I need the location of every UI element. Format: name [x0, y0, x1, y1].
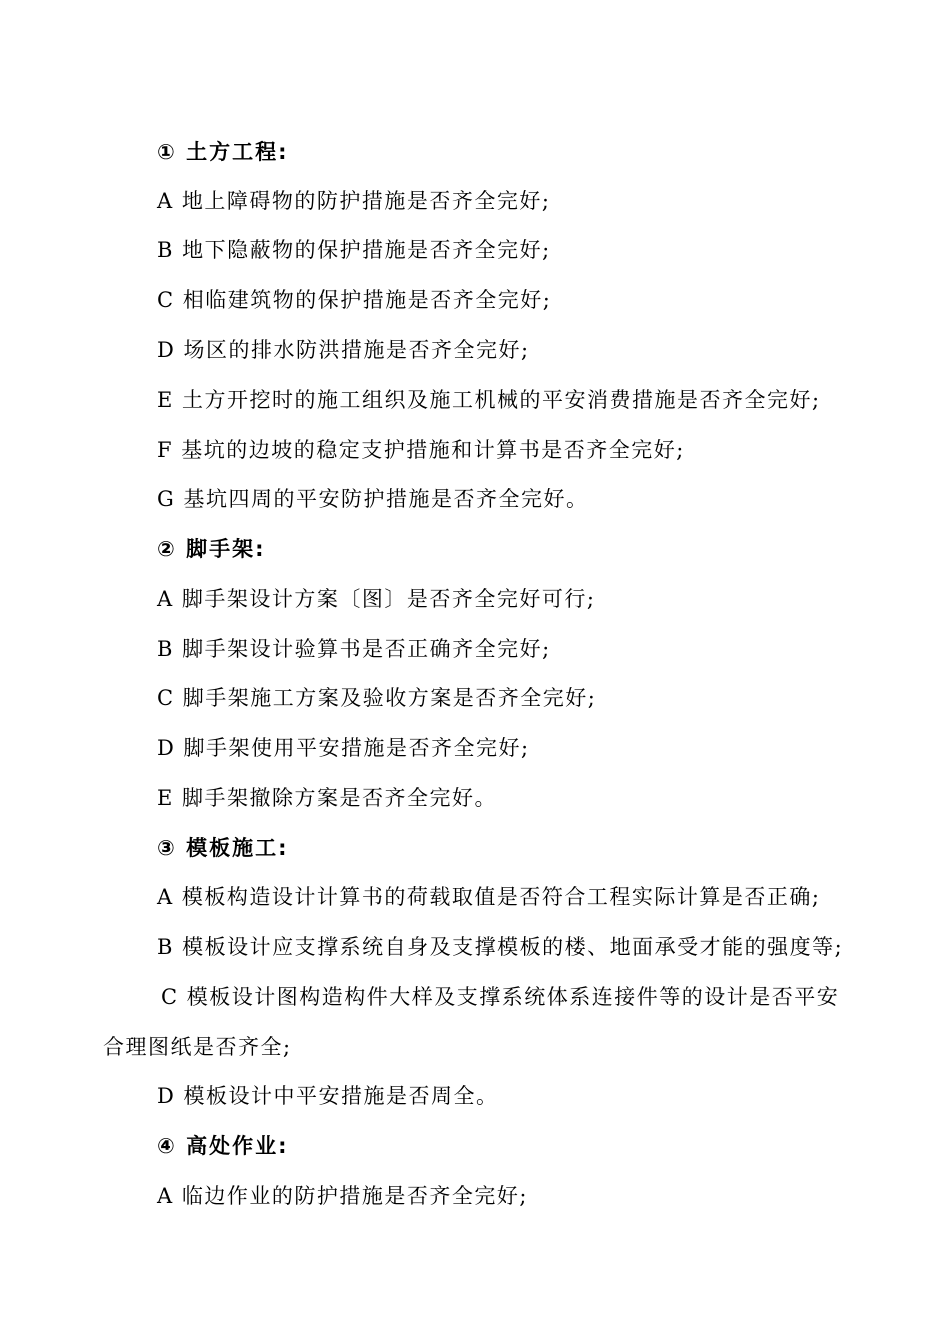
section-heading-work-at-height: ④ 高处作业:: [157, 1134, 289, 1158]
list-item: B 地下隐蔽物的保护措施是否齐全完好;: [157, 238, 551, 262]
list-item: A 模板构造设计计算书的荷载取值是否符合工程实际计算是否正确;: [157, 885, 821, 909]
list-item: D 脚手架使用平安措施是否齐全完好;: [157, 736, 530, 760]
list-item: C 相临建筑物的保护措施是否齐全完好;: [157, 288, 552, 312]
list-item: A 地上障碍物的防护措施是否齐全完好;: [157, 189, 551, 213]
list-item: G 基坑四周的平安防护措施是否齐全完好。: [157, 487, 589, 511]
section-heading-formwork: ③ 模板施工:: [157, 836, 289, 860]
section-heading-earthwork: ① 土方工程:: [157, 140, 289, 164]
list-item-continuation: 合理图纸是否齐全;: [103, 1035, 292, 1059]
list-item: D 场区的排水防洪措施是否齐全完好;: [157, 338, 530, 362]
list-item: E 脚手架撤除方案是否齐全完好。: [157, 786, 498, 810]
list-item: F 基坑的边坡的稳定支护措施和计算书是否齐全完好;: [157, 438, 685, 462]
list-item: C 脚手架施工方案及验收方案是否齐全完好;: [157, 686, 597, 710]
list-item: D 模板设计中平安措施是否周全。: [157, 1084, 499, 1108]
list-item: A 临边作业的防护措施是否齐全完好;: [157, 1184, 528, 1208]
list-item: C 模板设计图构造构件大样及支撑系统体系连接件等的设计是否平安: [161, 985, 840, 1009]
section-heading-scaffolding: ② 脚手架:: [157, 537, 266, 561]
list-item: A 脚手架设计方案〔图〕是否齐全完好可行;: [157, 587, 596, 611]
list-item: B 脚手架设计验算书是否正确齐全完好;: [157, 637, 551, 661]
list-item: B 模板设计应支撑系统自身及支撑模板的楼、地面承受才能的强度等;: [157, 935, 844, 959]
list-item: E 土方开挖时的施工组织及施工机械的平安消费措施是否齐全完好;: [157, 388, 821, 412]
